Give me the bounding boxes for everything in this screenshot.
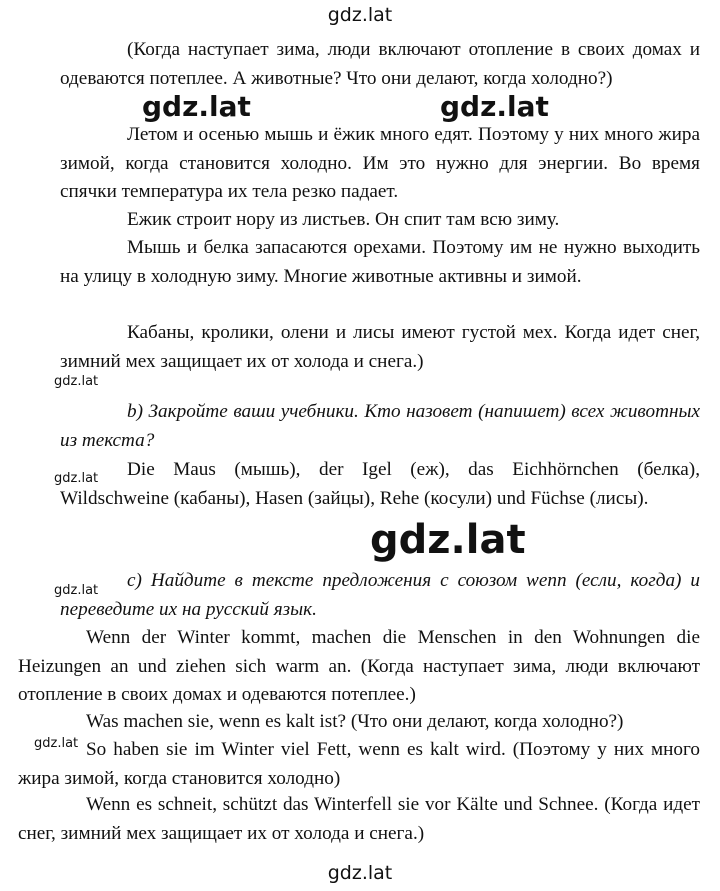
paragraph-wenn-2: Was machen sie, wenn es kalt ist? (Что они делают, когда холодно?) <box>86 711 624 732</box>
watermark-small-1: gdz.lat <box>54 374 99 389</box>
paragraph-wenn-1: Wenn der Winter kommt, machen die Menschen in den Wohnungen die Heizungen an und ziehen sich warm an. (Когда наступает зима, люди включают отопление в своих домах и одеваются потеплее.) <box>18 627 700 705</box>
task-c-heading: c) Найдите в тексте предложения с союзом wenn (если, когда) и переведите их на русский язык. <box>60 570 700 620</box>
watermark-mid-right: gdz.lat <box>440 90 549 123</box>
paragraph-animal-list: Die Maus (мышь), der Igel (еж), das Eichhörnchen (белка), Wildschweine (кабаны), Hasen (зайцы), Rehe (косули) und Füchse (лисы). <box>60 459 700 509</box>
paragraph-summer-autumn: Летом и осенью мышь и ёжик много едят. Поэтому у них много жира зимой, когда становится холодно. Им это нужно для энергии. Во время спячки температура их тела резко падает. <box>60 124 700 202</box>
paragraph-intro-translation: (Когда наступает зима, люди включают отопление в своих домах и одеваются потеплее. А животные? Что они делают, когда холодно?) <box>60 39 700 89</box>
watermark-bottom: gdz.lat <box>327 862 393 884</box>
watermark-top: gdz.lat <box>327 4 393 26</box>
task-b-heading: b) Закройте ваши учебники. Кто назовет (напишет) всех животных из текста? <box>60 401 700 451</box>
watermark-big: gdz.lat <box>370 517 526 563</box>
paragraph-wenn-3: So haben sie im Winter viel Fett, wenn es kalt wird. (Поэтому у них много жира зимой, когда становится холодно) <box>18 739 700 789</box>
watermark-small-3: gdz.lat <box>54 583 99 598</box>
paragraph-mouse-squirrel: Мышь и белка запасаются орехами. Поэтому им не нужно выходить на улицу в холодную зиму. Многие животные активны и зимой. <box>60 237 700 287</box>
paragraph-fur: Кабаны, кролики, олени и лисы имеют густой мех. Когда идет снег, зимний мех защищает их от холода и снега.) <box>60 322 700 372</box>
paragraph-hedgehog: Ежик строит нору из листьев. Он спит там всю зиму. <box>127 209 560 230</box>
watermark-mid-left: gdz.lat <box>142 90 251 123</box>
watermark-small-2: gdz.lat <box>54 471 99 486</box>
paragraph-wenn-4: Wenn es schneit, schützt das Winterfell sie vor Kälte und Schnee. (Когда идет снег, зимний мех защищает их от холода и снега.) <box>18 794 700 844</box>
watermark-small-4: gdz.lat <box>34 736 79 751</box>
